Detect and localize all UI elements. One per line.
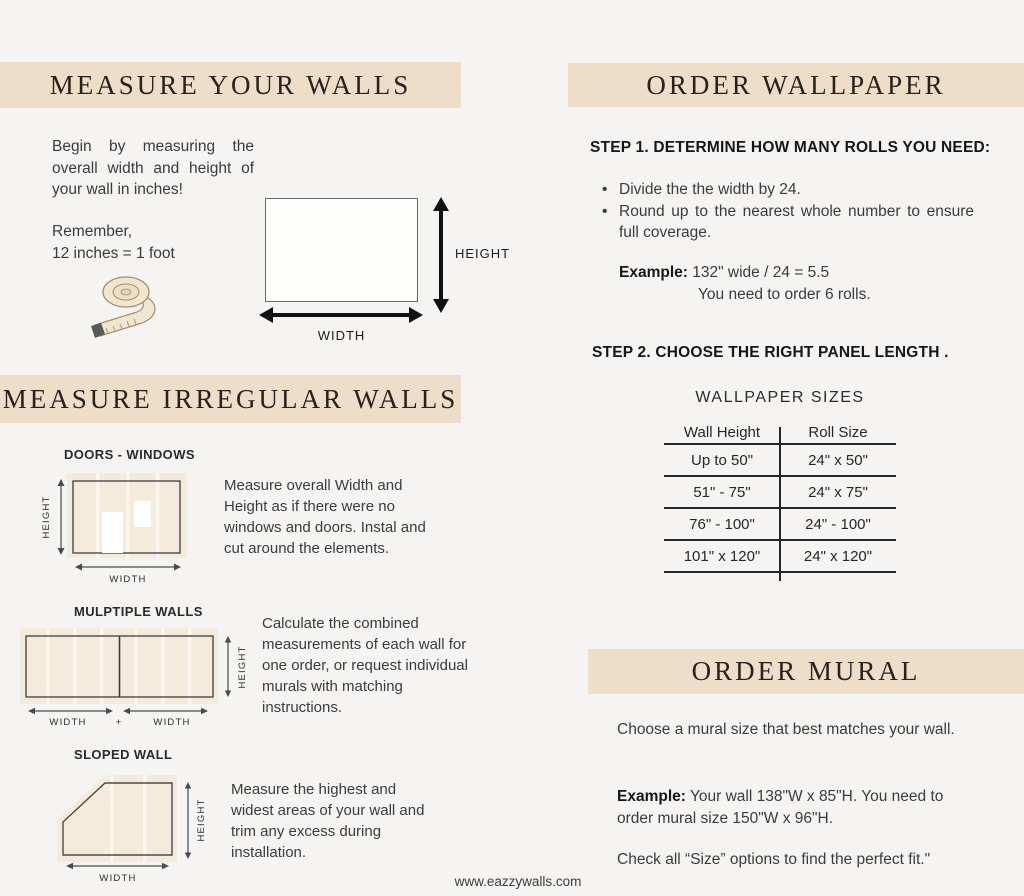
list-item [602,201,974,244]
list-item [602,179,974,201]
multiple-walls-diagram [10,625,255,730]
example-text: Your wall 138"W x 85"H. You need to order mural size 150"W x 96"H. [617,788,944,827]
roll-size-cell: 24" - 100" [805,515,871,533]
doors-windows-text: Measure overall Width and Height as if there were no windows and doors. Instal and cut around the elements. [224,477,426,557]
bullet-text: Round up to the nearest whole number to ensure full coverage. [619,202,974,241]
section-title-measure-irregular-walls [0,375,461,423]
roll-size-cell: 24" x 50" [808,451,868,469]
width-label: WIDTH [99,873,137,884]
height-label: HEIGHT [196,798,207,842]
width-label-left: WIDTH [49,717,87,728]
width-label: WIDTH [317,328,366,343]
bullet-text: Divide the the width by 24. [619,181,801,198]
mural-intro-text: Choose a mural size that best matches your wall. [617,721,955,738]
wallpaper-sizes-title: WALLPAPER SIZES [695,389,865,406]
example-line1 [619,262,871,284]
rolls-example [619,262,871,306]
column-header-roll-size: Roll Size [808,423,868,441]
sloped-wall-label: SLOPED WALL [74,747,173,762]
banner-title-text: MEASURE YOUR WALLS [49,69,412,100]
multiple-walls-text: Calculate the combined measurements of each wall for one order, or request individual murals with matching instructions. [262,615,468,716]
roll-size-cell: 24" x 120" [803,547,873,565]
mural-example [617,786,973,830]
example-line2: You need to order 6 rolls. [698,286,871,303]
width-label: WIDTH [109,574,147,585]
example-label: Example: [619,264,688,281]
doors-windows-label: DOORS - WINDOWS [64,447,195,462]
mural-note-text: Check all “Size” options to find the perfect fit." [617,851,931,868]
tape-measure-icon [84,268,180,344]
section-title-order-wallpaper [568,63,1024,107]
remember-note [52,221,175,265]
doors-windows-diagram [30,465,230,590]
bullet-dot: • [602,181,608,198]
remember-line1: Remember, [52,223,133,240]
column-header-wall-height: Wall Height [683,423,761,441]
banner-title-text: ORDER WALLPAPER [646,69,946,100]
example-label: Example: [617,788,686,805]
wallpaper-sizes-table [664,421,896,573]
step1-bullet-list [602,179,974,244]
section-title-order-mural [588,649,1024,694]
sloped-wall-diagram [40,763,225,888]
table-vertical-divider [779,427,781,581]
width-label-right: WIDTH [153,717,191,728]
wall-height-cell: 51" - 75" [693,483,751,501]
height-label: HEIGHT [41,495,52,539]
step1-heading: STEP 1. DETERMINE HOW MANY ROLLS YOU NEED: [590,139,991,156]
measure-intro-text: Begin by measuring the overall width and height of your wall in inches! [52,138,254,198]
sloped-wall-text: Measure the highest and widest areas of your wall and trim any excess during installation. [231,781,425,861]
remember-line2: 12 inches = 1 foot [52,245,175,262]
height-label: HEIGHT [455,246,511,261]
height-arrow [428,196,454,314]
wall-height-cell: 76" - 100" [689,515,755,533]
banner-title-text: MEASURE IRREGULAR WALLS [2,383,459,414]
banner-title-text: ORDER MURAL [691,656,921,686]
example-calc: 132" wide / 24 = 5.5 [692,264,830,281]
height-label: HEIGHT [237,645,248,689]
plus-sign: + [115,717,123,728]
bullet-dot: • [602,202,608,220]
wall-diagram-rectangle [265,198,418,302]
wall-height-cell: 101" x 120" [683,547,761,565]
width-arrow [258,302,424,328]
website-url: www.eazzywalls.com [454,874,582,889]
section-title-measure-walls [0,62,461,108]
step2-heading: STEP 2. CHOOSE THE RIGHT PANEL LENGTH . [592,344,949,361]
multiple-walls-label: MULPTIPLE WALLS [74,604,203,619]
roll-size-cell: 24" x 75" [808,483,868,501]
wall-height-cell: Up to 50" [690,451,754,469]
